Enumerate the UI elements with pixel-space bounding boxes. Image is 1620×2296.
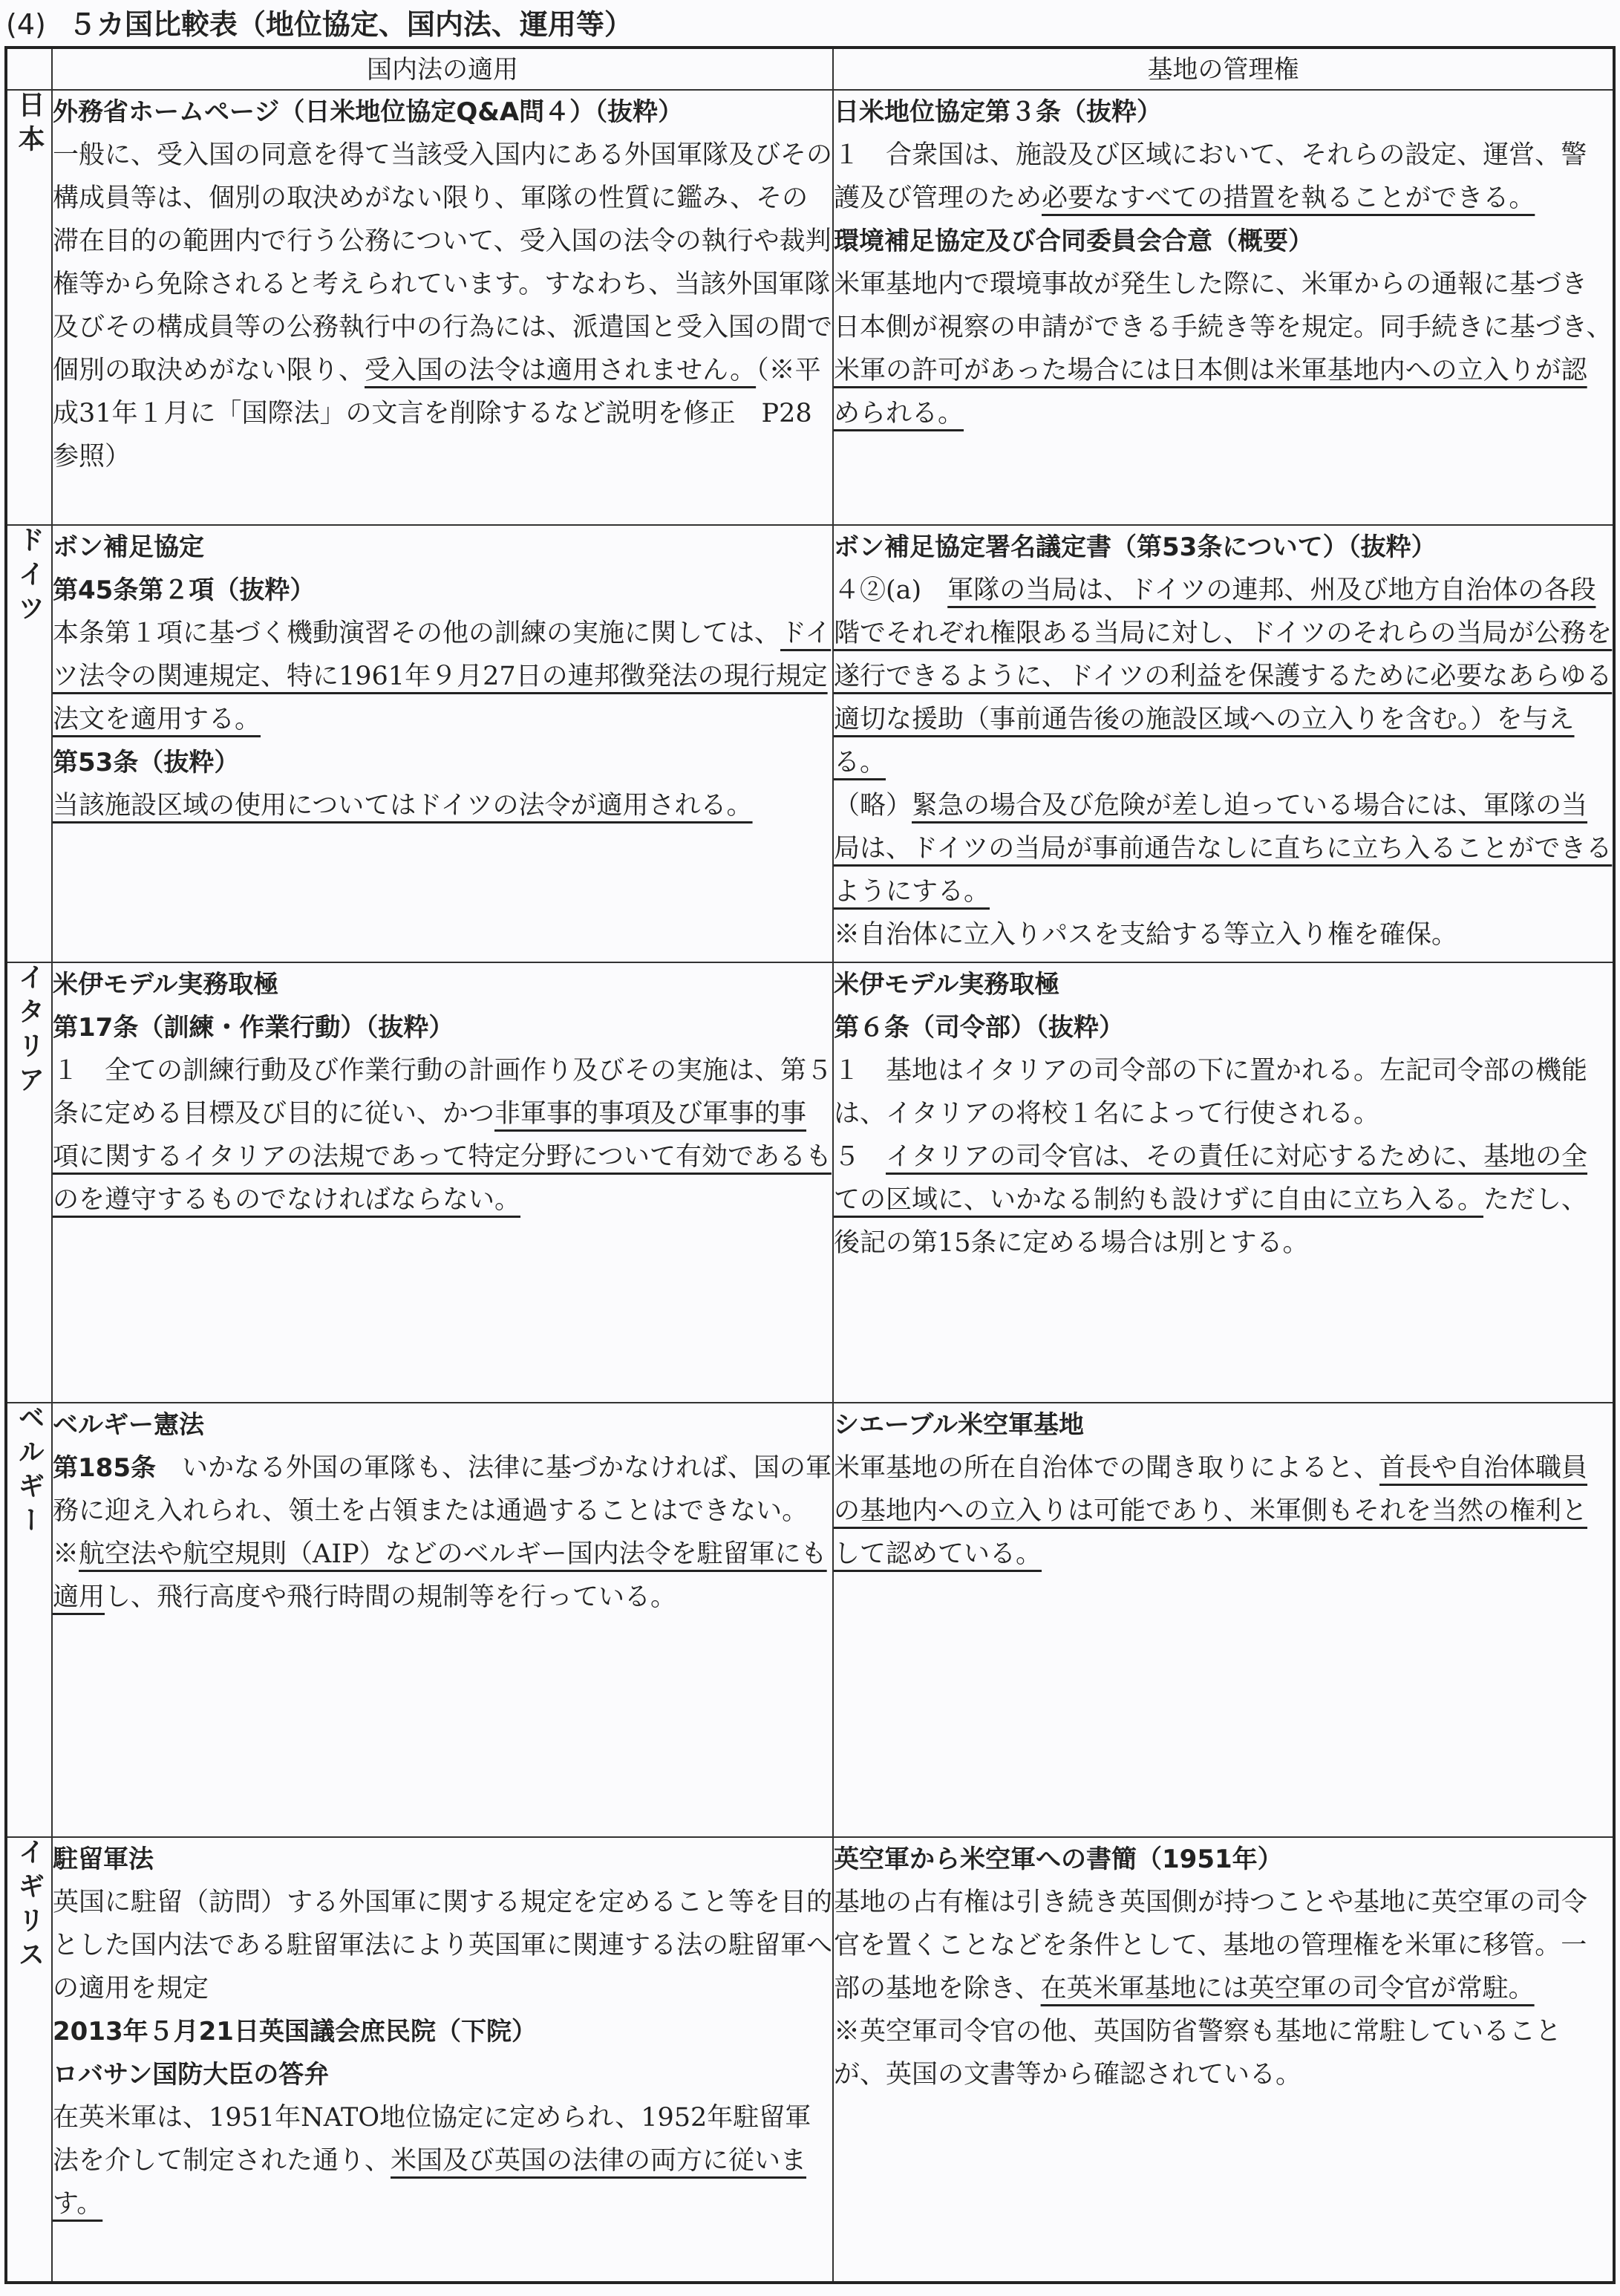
domestic-law-cell bbox=[52, 962, 833, 1403]
page-title bbox=[6, 4, 633, 45]
base-management-cell bbox=[833, 90, 1614, 525]
text: 一般に、受入国の同意を得て当該受入国内にある外国軍隊及びその構成員等は、個別の取決めがない限り、軍隊の性質に鑑み、その滞在目的の範囲内で行う公務について、受入国の法令の執行や裁判権等から免除されると考えられています。すなわち、当該外国軍隊及びその構成員等の公務執行中の行為には、派遣国と受入国の間で個別の取決めがない限り、 bbox=[53, 140, 833, 385]
source-heading: ボン補足協定 bbox=[53, 532, 204, 562]
text: ただし、後記の第15条に定める場合は別とする。 bbox=[834, 1185, 1588, 1258]
text: ４②(a) bbox=[834, 575, 948, 605]
source-heading: 2013年５月21日英国議会庶民院（下院） bbox=[53, 2017, 537, 2046]
text: ※ bbox=[53, 1539, 79, 1569]
text: 在英米軍は、1951年NATO地位協定に定められ、1952年駐留軍法を介して制定された通り、 bbox=[53, 2103, 811, 2176]
paragraph bbox=[53, 1533, 832, 1619]
table-row-belgium bbox=[6, 1403, 1614, 1837]
base-management-cell bbox=[833, 525, 1614, 962]
note: ※英空軍司令官の他、英国防省警察も基地に常駐していることが、英国の文書等から確認されている。 bbox=[834, 2017, 1562, 2090]
paragraph bbox=[53, 612, 832, 741]
section-title: ５カ国比較表（地位協定、国内法、運用等） bbox=[68, 8, 633, 41]
text: 米軍基地の所在自治体での聞き取りによると、 bbox=[834, 1453, 1380, 1483]
base-management-cell bbox=[833, 1403, 1614, 1837]
table-row-japan bbox=[6, 90, 1614, 525]
underlined-text: ドイツ法令の関連規定、特に1961年９月27日の連邦徴発法の現行規定法文を適用する。 bbox=[53, 619, 832, 734]
base-management-cell bbox=[833, 962, 1614, 1403]
underlined-text: 米軍の許可があった場合には日本側は米軍基地内への立入りが認められる。 bbox=[834, 356, 1587, 428]
table-row-italy bbox=[6, 962, 1614, 1403]
table-header-row bbox=[6, 48, 1614, 90]
source-heading: 米伊モデル実務取極 bbox=[834, 970, 1060, 999]
table-row-germany bbox=[6, 525, 1614, 962]
underlined-text: 在英米軍基地には英空軍の司令官が常駐。 bbox=[1040, 1974, 1535, 2003]
paragraph bbox=[834, 263, 1613, 435]
text: し、飛行高度や飛行時間の規制等を行っている。 bbox=[105, 1582, 677, 1612]
article-heading: 第17条（訓練・作業行動）（抜粋） bbox=[53, 1013, 454, 1043]
paragraph bbox=[53, 1447, 832, 1533]
underlined-text: 航空法や航空規則（AIP）などのベルギー国内法令を駐留軍にも適用 bbox=[53, 1539, 827, 1612]
country-cell bbox=[6, 1403, 52, 1837]
country-cell bbox=[6, 525, 52, 962]
paragraph bbox=[834, 1881, 1613, 2010]
source-heading: シエーブル米空軍基地 bbox=[834, 1410, 1084, 1440]
underlined-text: 必要なすべての措置を執ることができる。 bbox=[1042, 183, 1535, 213]
underlined-text: 非軍事的事項及び軍事的事項に関するイタリアの法規であって特定分野について有効であるものを遵守するものでなければならない。 bbox=[53, 1099, 832, 1215]
paragraph bbox=[834, 1135, 1613, 1265]
text: １ 全ての訓練行動及び作業行動の計画作り及びその実施は、第５条に定める目標及び目的に従い、かつ bbox=[53, 1056, 833, 1129]
paragraph bbox=[834, 1447, 1613, 1576]
text: １ 合衆国は、施設及び区域において、それらの設定、運営、警護及び管理のため bbox=[834, 140, 1587, 213]
underlined-text: 首長や自治体職員の基地内への立入りは可能であり、米軍側もそれを当然の権利として認めている。 bbox=[834, 1453, 1588, 1569]
domestic-law-cell bbox=[52, 1837, 833, 2283]
country-label: イギリス bbox=[14, 1838, 45, 1974]
text: （※平成31年１月に「国際法」の文言を削除するなど説明を修正 P28参照） bbox=[53, 356, 821, 472]
underlined-text: 軍隊の当局は、ドイツの連邦、州及び地方自治体の各段階でそれぞれ権限ある当局に対し、ドイツのそれらの当局が公務を遂行できるように、ドイツの利益を保護するために必要なあらゆる適切な援助（事前通告後の施設区域への立入りを含む。）を与える。 bbox=[834, 575, 1613, 777]
base-management-cell bbox=[833, 1837, 1614, 2283]
domestic-law-cell bbox=[52, 1403, 833, 1837]
domestic-law-cell bbox=[52, 525, 833, 962]
country-cell bbox=[6, 1837, 52, 2283]
text: 米軍基地内で環境事故が発生した際に、米軍からの通報に基づき日本側が視察の申請ができる手続き等を規定。同手続きに基づき、 bbox=[834, 270, 1613, 342]
comparison-table bbox=[4, 46, 1616, 2284]
source-heading: ベルギー憲法 bbox=[53, 1410, 204, 1440]
source-heading: ボン補足協定署名議定書（第53条について）（抜粋） bbox=[834, 532, 1437, 562]
article-heading: 第６条（司令部）（抜粋） bbox=[834, 1013, 1124, 1043]
text: 本条第１項に基づく機動演習その他の訓練の実施に関しては、 bbox=[53, 619, 781, 648]
source-heading: 米伊モデル実務取極 bbox=[53, 970, 279, 999]
source-heading: ロバサン国防大臣の答弁 bbox=[53, 2060, 330, 2090]
section-number: (4) bbox=[6, 8, 46, 41]
note: ※自治体に立入りパスを支給する等立入り権を確保。 bbox=[834, 920, 1458, 950]
country-label: ドイツ bbox=[14, 526, 45, 628]
source-heading: 日米地位協定第３条（抜粋） bbox=[834, 97, 1162, 127]
domestic-law-cell bbox=[52, 90, 833, 525]
article-label: 第185条 bbox=[53, 1453, 156, 1483]
paragraph bbox=[834, 569, 1613, 784]
header-country bbox=[6, 48, 52, 90]
paragraph bbox=[834, 134, 1613, 220]
source-heading: 環境補足協定及び合同委員会合意（概要） bbox=[834, 226, 1313, 256]
underlined-text: 受入国の法令は適用されません。 bbox=[365, 356, 757, 385]
underlined-text: 緊急の場合及び危険が差し迫っている場合には、軍隊の当局は、ドイツの当局が事前通告なしに直ちに立ち入ることができるようにする。 bbox=[834, 791, 1613, 907]
paragraph bbox=[53, 2096, 832, 2225]
source-heading: 外務省ホームページ（日米地位協定Q&A問４）（抜粋） bbox=[53, 97, 684, 127]
text: 基地の占有権は引き続き英国側が持つことや基地に英空軍の司令官を置くことなどを条件として、基地の管理権を米軍に移管。一部の基地を除き、 bbox=[834, 1888, 1588, 2003]
paragraph bbox=[834, 784, 1613, 913]
source-heading: 駐留軍法 bbox=[53, 1845, 154, 1874]
paragraph: 英国に駐留（訪問）する外国軍に関する規定を定めること等を目的とした国内法である駐留軍法により英国軍に関連する法の駐留軍への適用を規定 bbox=[53, 1888, 833, 2003]
article-heading: 第53条（抜粋） bbox=[53, 748, 240, 777]
country-cell bbox=[6, 90, 52, 525]
paragraph bbox=[53, 1049, 832, 1222]
table-row-uk bbox=[6, 1837, 1614, 2283]
text: （略） bbox=[834, 791, 912, 821]
country-label: イタリア bbox=[14, 963, 45, 1100]
underlined-text: イタリアの司令官は、その責任に対応するために、基地の全ての区域に、いかなる制約も設けずに自由に立ち入る。 bbox=[834, 1142, 1588, 1215]
country-label: ベルギー bbox=[14, 1403, 45, 1540]
paragraph bbox=[53, 134, 832, 478]
paragraph: １ 基地はイタリアの司令部の下に置かれる。左記司令部の機能は、イタリアの将校１名によって行使される。 bbox=[834, 1056, 1588, 1129]
paragraph bbox=[53, 784, 832, 827]
country-label: 日本 bbox=[14, 91, 45, 159]
text: ５ bbox=[834, 1142, 886, 1172]
country-cell bbox=[6, 962, 52, 1403]
article-heading: 第45条第２項（抜粋） bbox=[53, 575, 316, 605]
text: いかなる外国の軍隊も、法律に基づかなければ、国の軍務に迎え入れられ、領土を占領または通過することはできない。 bbox=[53, 1453, 832, 1526]
header-base-management: 基地の管理権 bbox=[833, 48, 1614, 90]
header-domestic-law: 国内法の適用 bbox=[52, 48, 833, 90]
underlined-text: 米国及び英国の法律の両方に従います。 bbox=[53, 2146, 807, 2219]
source-heading: 英空軍から米空軍への書簡（1951年） bbox=[834, 1845, 1283, 1874]
underlined-text: 当該施設区域の使用についてはドイツの法令が適用される。 bbox=[53, 791, 753, 821]
